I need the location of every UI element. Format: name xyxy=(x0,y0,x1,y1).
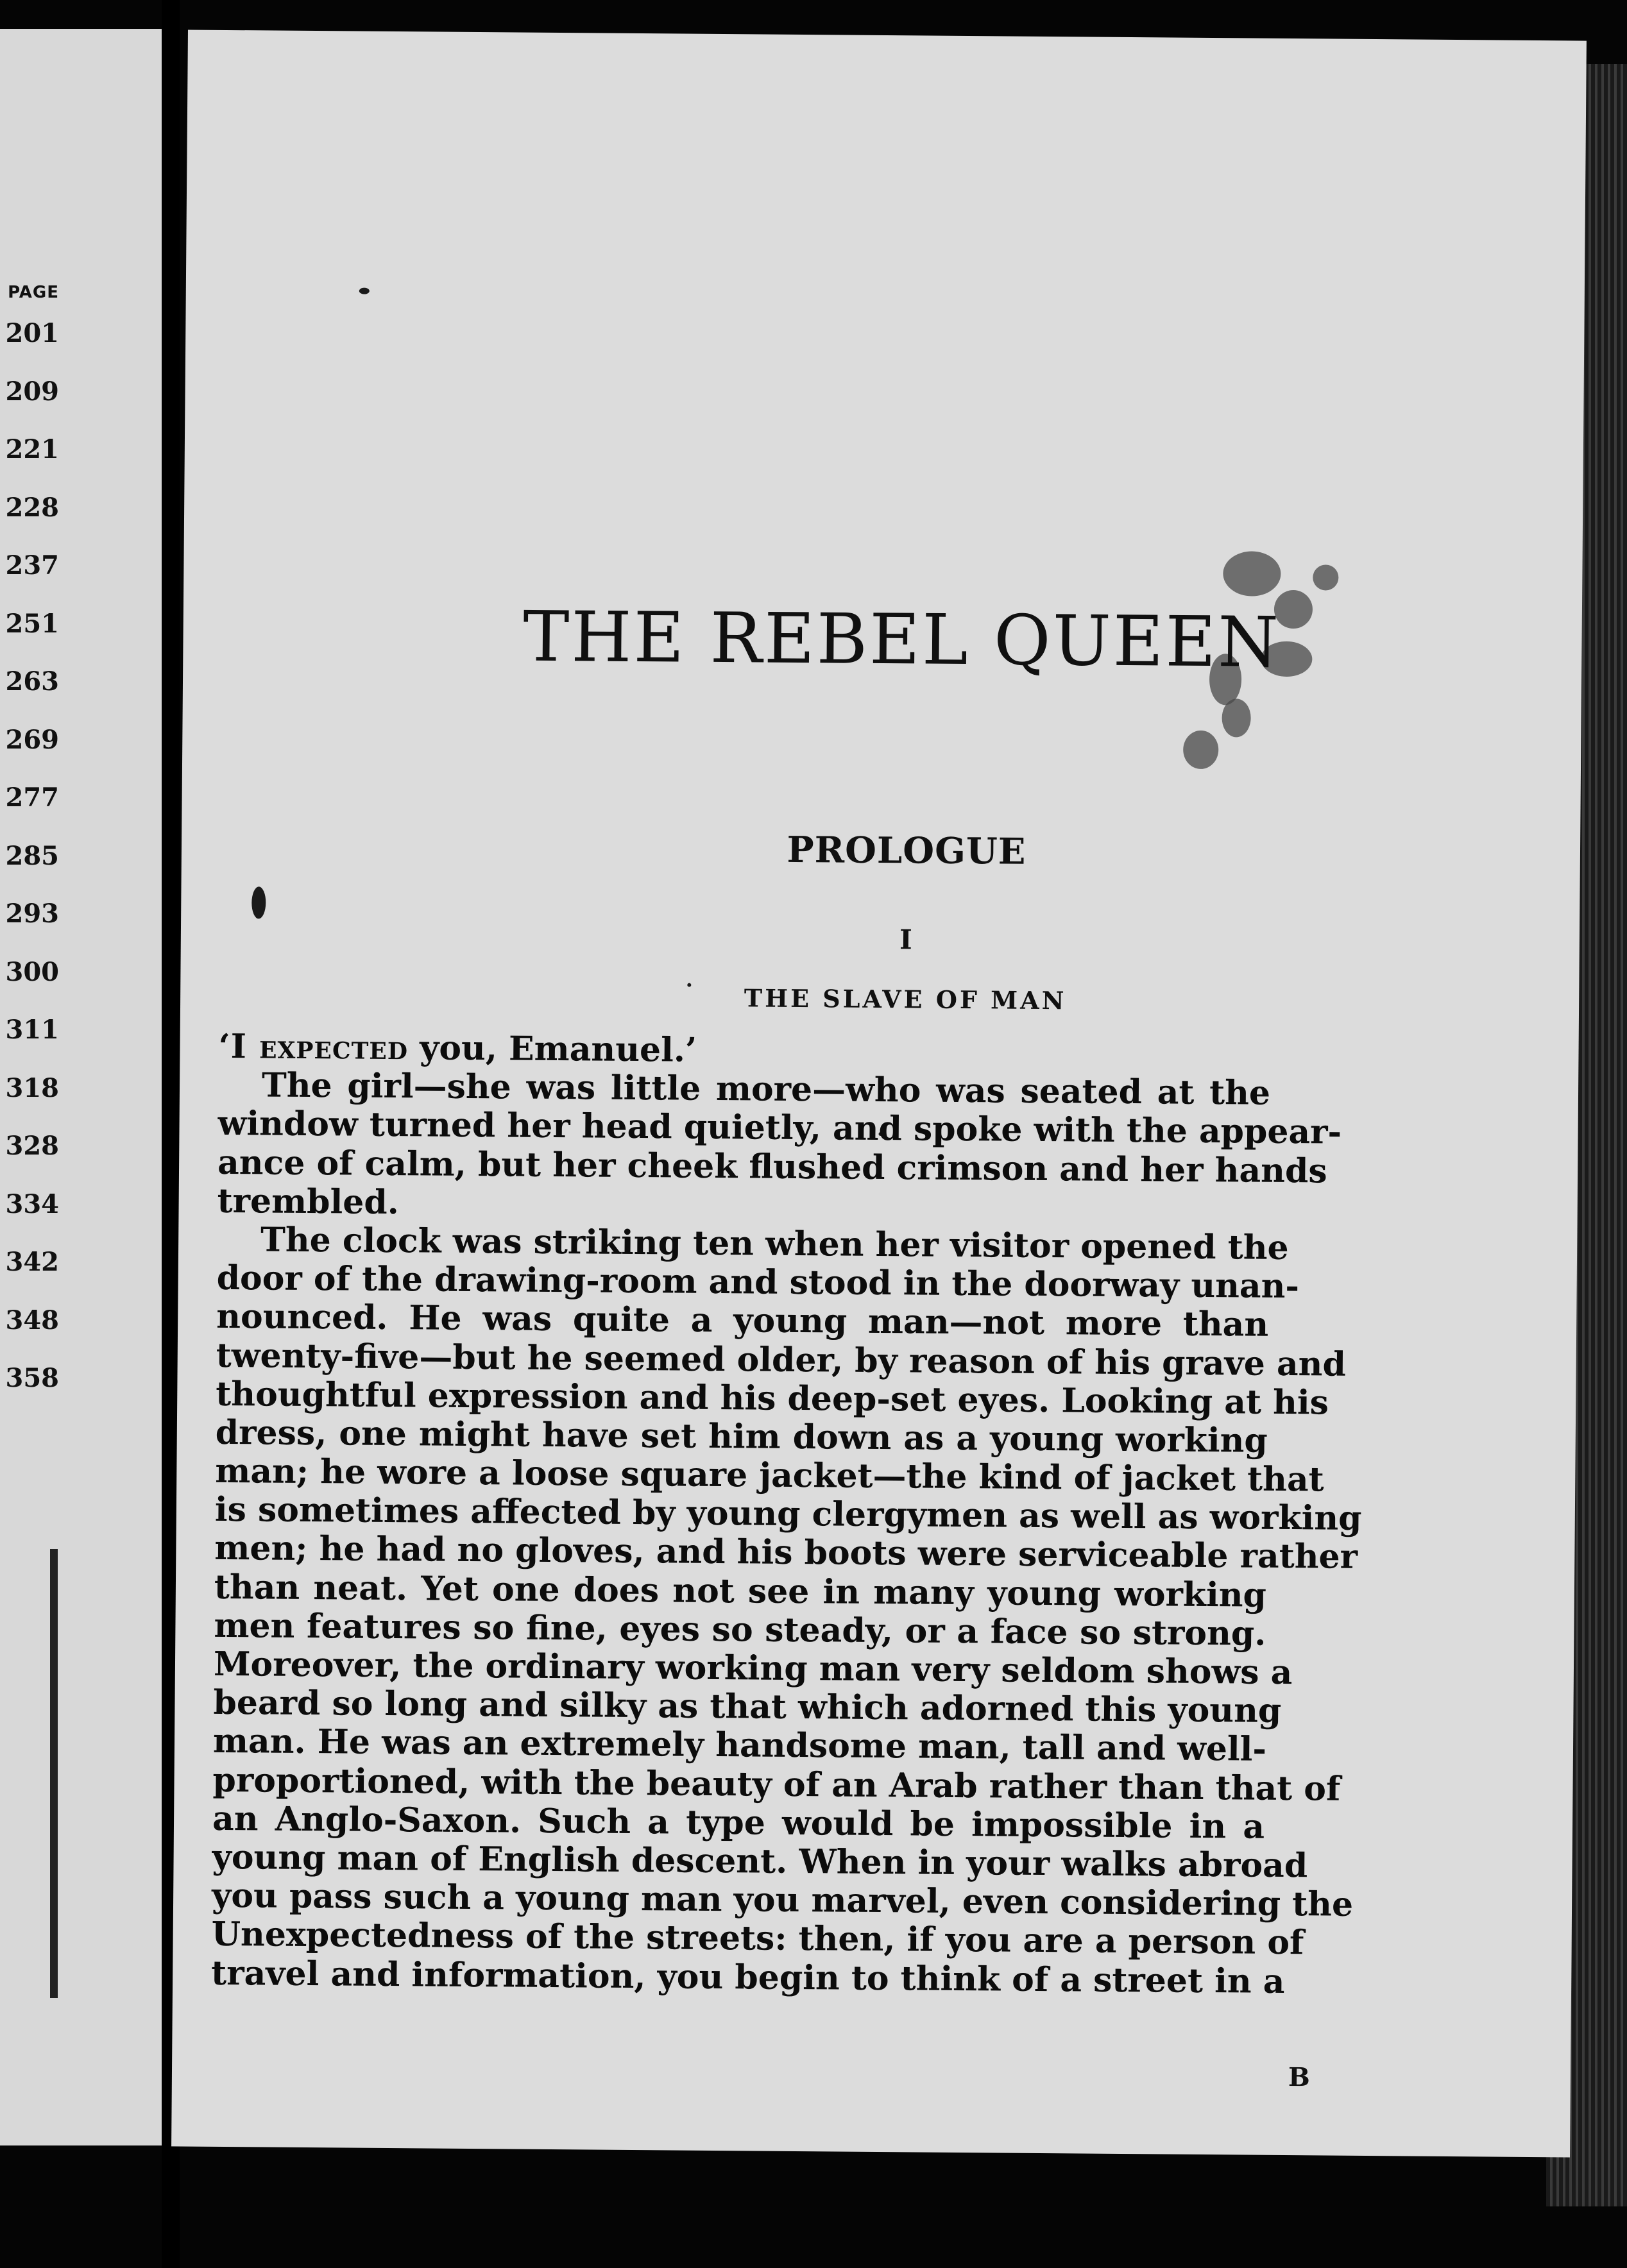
text-line: twenty-five—but he seemed older, by reason of his grave and xyxy=(216,1335,1347,1384)
text-line: window turned her head quietly, and spoke with the appear- xyxy=(217,1104,1342,1153)
page-number: 318 xyxy=(5,1072,59,1103)
text-line: men; he had no gloves, and his boots were serviceable rather xyxy=(214,1528,1358,1577)
text-line: an Anglo-Saxon. Such a type would be impossible in a xyxy=(212,1798,1265,1847)
page-number: 237 xyxy=(5,550,59,580)
ink-speck xyxy=(359,288,370,294)
text-line: ance of calm, but her cheek flushed crimson and her hands xyxy=(217,1142,1327,1191)
ink-stain xyxy=(1183,731,1218,769)
signature-mark: B xyxy=(1288,2062,1310,2093)
page-number: 277 xyxy=(5,783,59,813)
text-line: beard so long and silky as that which adorned this young xyxy=(213,1683,1282,1731)
ink-stain xyxy=(1223,551,1281,597)
text-line: The clock was striking ten when her visitor opened the xyxy=(260,1220,1289,1267)
text-line: travel and information, you begin to think of a street in a xyxy=(210,1953,1285,2001)
ink-stain xyxy=(1222,698,1250,737)
text-line: is sometimes affected by young clergymen as well as working xyxy=(214,1490,1362,1539)
page-number: 251 xyxy=(5,608,59,639)
page-column-heading: PAGE xyxy=(8,283,59,302)
body-text xyxy=(210,1026,1362,2001)
margin-mark xyxy=(50,1549,58,1998)
book-title: THE REBEL QUEEN xyxy=(522,597,1281,683)
opening-words: ‘I expected xyxy=(218,1026,409,1068)
page-number: 285 xyxy=(5,840,59,871)
text-line: The girl—she was little more—who was seated at the xyxy=(261,1065,1271,1113)
page-number: 328 xyxy=(5,1131,59,1161)
ink-stain xyxy=(1313,564,1338,590)
text-line: dress, one might have set him down as a young working xyxy=(215,1412,1268,1460)
ink-speck xyxy=(251,886,266,918)
section-title: PROLOGUE xyxy=(787,828,1026,873)
text-line: door of the drawing-room and stood in the doorway unan- xyxy=(216,1258,1300,1307)
text-line: men features so fine, eyes so steady, or a face so strong. xyxy=(214,1605,1266,1654)
text-line: Moreover, the ordinary working man very seldom shows a xyxy=(213,1644,1293,1693)
page-number: 209 xyxy=(5,376,59,407)
text-line: Unexpectedness of the streets: then, if you are a person of xyxy=(211,1915,1304,1963)
page-number: 300 xyxy=(5,956,59,987)
page-number: 221 xyxy=(5,434,59,464)
text-line: than neat. Yet one does not see in many young working xyxy=(214,1567,1267,1615)
page-number: 293 xyxy=(5,899,59,929)
chapter-title: THE SLAVE OF MAN xyxy=(744,983,1067,1015)
text-line: man; he wore a loose square jacket—the kind of jacket that xyxy=(215,1451,1324,1500)
text-line: young man of English descent. When in your walks abroad xyxy=(212,1837,1308,1886)
text-line: nounced. He was quite a young man—not more than xyxy=(216,1297,1269,1345)
page-number: 311 xyxy=(5,1015,59,1045)
text-line: man. He was an extremely handsome man, tall and well- xyxy=(212,1722,1267,1770)
page-number: 201 xyxy=(5,318,59,348)
page-number: 269 xyxy=(5,724,59,755)
text-line: trembled. xyxy=(217,1181,400,1222)
chapter-number: I xyxy=(899,924,912,956)
table-of-contents-page-numbers xyxy=(0,280,59,1408)
page-number: 334 xyxy=(5,1189,59,1219)
page-number: 348 xyxy=(5,1305,59,1335)
left-facing-page xyxy=(0,29,162,2145)
text-line: proportioned, with the beauty of an Arab rather than that of xyxy=(212,1760,1341,1809)
page-number: 358 xyxy=(5,1363,59,1393)
text-line: thoughtful expression and his deep-set eyes. Looking at his xyxy=(216,1374,1329,1423)
opening-rest: you, Emanuel.’ xyxy=(407,1028,697,1070)
page-number: 228 xyxy=(5,492,59,523)
text-line: you pass such a young man you marvel, even considering the xyxy=(211,1875,1354,1924)
page-number: 263 xyxy=(5,666,59,697)
page-number: 342 xyxy=(5,1247,59,1277)
right-book-page xyxy=(171,30,1587,2157)
